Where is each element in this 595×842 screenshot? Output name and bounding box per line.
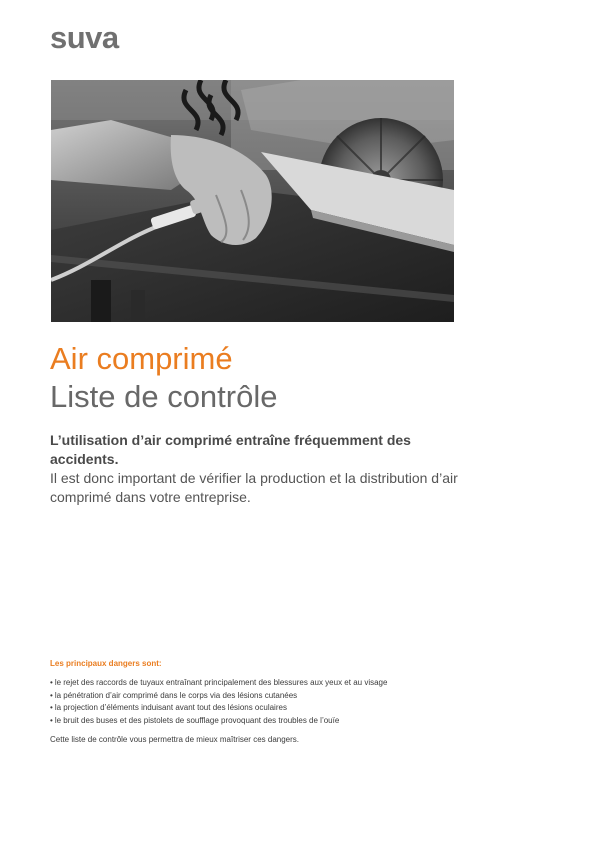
list-item-text: le rejet des raccords de tuyaux entraînant principalement des blessures aux yeux et au visage (54, 678, 388, 687)
dangers-list (50, 677, 470, 727)
closing-text: Cette liste de contrôle vous permettra de mieux maîtriser ces dangers. (50, 735, 299, 744)
bullet-icon: • (50, 690, 53, 700)
list-item (50, 690, 470, 703)
lead-bold-text: L’utilisation d’air comprimé entraîne fréquemment des accidents. (50, 432, 411, 467)
title-main: Air comprimé (50, 341, 233, 376)
dangers-heading: Les principaux dangers sont: (50, 659, 162, 668)
list-item-text: la pénétration d’air comprimé dans le corps via des lésions cutanées (54, 690, 298, 700)
list-item-text: le bruit des buses et des pistolets de soufflage provoquant des troubles de l’ouïe (54, 715, 340, 725)
lead-paragraph (50, 431, 470, 507)
bullet-icon: • (50, 715, 53, 725)
title-subtitle: Liste de contrôle (50, 379, 278, 414)
list-item-text: la projection d’éléments induisant avant tout des lésions oculaires (54, 703, 287, 712)
suva-logo: suva (50, 20, 119, 55)
list-item (50, 702, 470, 715)
table-saw-compressed-air-photo (51, 80, 454, 322)
list-item (50, 715, 470, 728)
bullet-icon: • (50, 703, 53, 712)
list-item (50, 677, 470, 690)
bullet-icon: • (50, 678, 53, 687)
lead-normal-text: Il est donc important de vérifier la production et la distribution d’air comprimé dans votre entreprise. (50, 470, 458, 505)
